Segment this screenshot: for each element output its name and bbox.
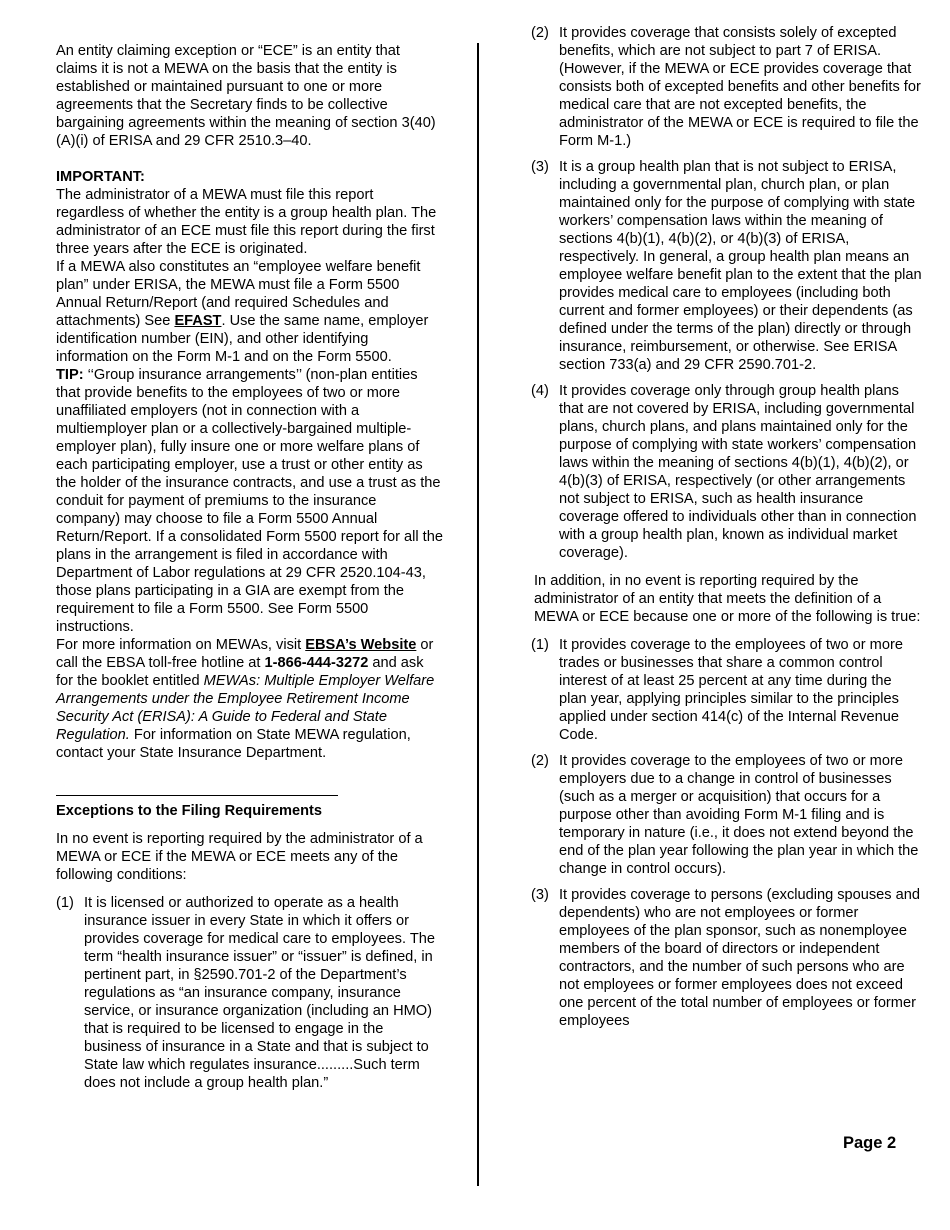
- list-item: [531, 886, 923, 1030]
- list-item-text: It provides coverage to the employees of two or more trades or businesses that share a common control interest of at least 25 percent at any time during the plan year, applying principles similar to the principles applied under section 414(c) of the Internal Revenue Code.: [559, 637, 903, 743]
- list-item-number: (2): [531, 753, 549, 769]
- more-info-paragraph: [56, 636, 444, 762]
- more-info-text-c: and ask for the booklet entitled: [56, 655, 424, 689]
- left-column: [56, 42, 444, 1100]
- page-number: Page 2: [843, 1134, 897, 1152]
- ebsa-website-link[interactable]: EBSA’s Website: [305, 637, 417, 653]
- form-5500-text-b: . Use the same name, employer identification number (EIN), and other identifying information on the Form M-1 and on the Form 5500.: [56, 313, 429, 365]
- more-info-text-d: For information on State MEWA regulation, contact your State Insurance Department.: [56, 727, 411, 761]
- exceptions-list-right: [531, 24, 923, 562]
- form-5500-text-a: If a MEWA also constitutes an “employee welfare benefit plan” under ERISA, the MEWA must file a Form 5500 Annual Return/Report (and required Schedules and attachments) See: [56, 259, 421, 329]
- exceptions-intro: In no event is reporting required by the administrator of a MEWA or ECE if the MEWA or ECE meets any of the following conditions:: [56, 831, 423, 883]
- list-item-text: It provides coverage that consists solely of excepted benefits, which are not subject to part 7 of ERISA. (However, if the MEWA or ECE provides coverage that consists both of excepted benefits and other benefits for medical care that are not excepted benefits, the administrator of the MEWA or ECE is required to file the Form M-1.): [559, 25, 921, 149]
- list-item-text: It is a group health plan that is not subject to ERISA, including a governmental plan, church plan, or plan maintained only for the purpose of complying with state workers’ compensation laws within the meaning of sections 4(b)(1), 4(b)(2), or 4(b)(3) of ERISA, respectively. In general, a group health plan means an employee welfare benefit plan to the extent that the plan provides medical care to employees (including both current and former employees) or their dependents (as defined under the terms of the plan) directly or through insurance, reimbursement, or otherwise. See ERISA section 733(a) and 29 CFR 2590.701-2.: [559, 159, 922, 373]
- addition-intro: In addition, in no event is reporting required by the administrator of an entity that meets the definition of a MEWA or ECE because one or more of the following is true:: [534, 573, 921, 625]
- list-item: [56, 894, 444, 1092]
- list-item-number: (2): [531, 25, 549, 41]
- more-info-text-b: or call the EBSA toll-free hotline at: [56, 637, 434, 671]
- list-item: [531, 24, 923, 150]
- list-item: [531, 382, 923, 562]
- section-rule: [56, 795, 338, 796]
- list-item-number: (3): [531, 887, 549, 903]
- exceptions-list-left: [56, 894, 444, 1092]
- list-item: [531, 158, 923, 374]
- tip-text: ‘‘Group insurance arrangements’’ (non-plan entities that provide benefits to the employees of two or more unaffiliated employers (not in connection with a multiemployer plan or a collectively-bargained multiple-employer plan), fully insure one or more welfare plans of each participating employer, use a trust or other entity as the holder of the insurance contracts, and use a trust as the conduit for payment of premiums to the insurance company) may choose to file a Form 5500 Annual Return/Report. If a consolidated Form 5500 report for all the plans in the arrangement is filed in accordance with Department of Labor regulations at 29 CFR 2520.104-43, those plans participating in a GIA are exempt from the requirement to file a Form 5500. See Form 5500 instructions.: [56, 367, 443, 635]
- list-item: [531, 636, 923, 744]
- efast-link[interactable]: EFAST: [174, 313, 222, 329]
- right-column: [531, 24, 923, 1038]
- list-item-text: It is licensed or authorized to operate as a health insurance issuer in every State in which it offers or provides coverage for medical care to employees. The term “health insurance issuer” or “issuer” is defined, in pertinent part, in §2590.701-2 of the Department’s regulations as “an insurance company, insurance service, or insurance organization (including an HMO) that is required to be licensed to engage in the business of insurance in a State and that is subject to State law which regulates insurance.........Such term does not include a group health plan.”: [84, 895, 435, 1091]
- list-item-text: It provides coverage only through group health plans that are not covered by ERISA, including governmental plans, church plans, and plans maintained only for the purpose of complying with state workers’ compensation laws within the meaning of sections 4(b)(1), 4(b)(2), or 4(b)(3) of ERISA, respectively (or other arrangements not subject to ERISA, such as health insurance coverage offered to individuals other than in connection with a group health plan, known as individual market coverage).: [559, 383, 917, 561]
- booklet-title: MEWAs: Multiple Employer Welfare Arrangements under the Employee Retirement Income Security Act (ERISA): A Guide to Federal and State Regulation.: [56, 673, 435, 743]
- list-item: [531, 752, 923, 878]
- list-item-number: (1): [56, 895, 74, 911]
- ece-definition: An entity claiming exception or “ECE” is an entity that claims it is not a MEWA on the basis that the entity is established or maintained pursuant to one or more agreements that the Secretary finds to be collective bargaining agreements within the meaning of section 3(40)(A)(i) of ERISA and 29 CFR 2510.3–40.: [56, 43, 436, 149]
- more-info-text-a: For more information on MEWAs, visit: [56, 637, 306, 653]
- important-label: IMPORTANT:: [56, 169, 145, 185]
- hotline-number: 1-866-444-3272: [264, 655, 369, 671]
- list-item-number: (4): [531, 383, 549, 399]
- important-paragraph: The administrator of a MEWA must file this report regardless of whether the entity is a group health plan. The administrator of an ECE must file this report during the first three years after the ECE is originated.: [56, 187, 437, 257]
- additional-exceptions-list: [531, 636, 923, 1030]
- tip-paragraph: [56, 366, 444, 636]
- tip-label: TIP:: [56, 367, 84, 383]
- form-5500-paragraph: [56, 258, 444, 366]
- list-item-text: It provides coverage to persons (excluding spouses and dependents) who are not employees or former employees of the plan sponsor, such as nonemployee members of the board of directors or independent contractors, and the number of such persons who are not employees or former employees does not exceed one percent of the total number of employees or former employees: [559, 887, 921, 1029]
- list-item-text: It provides coverage to the employees of two or more employers due to a change in control of businesses (such as a merger or acquisition) that occurs for a purpose other than avoiding Form M-1 filing and is temporary in nature (i.e., it does not extend beyond the end of the plan year following the plan year in which the change in control occurs).: [559, 753, 919, 877]
- list-item-number: (3): [531, 159, 549, 175]
- list-item-number: (1): [531, 637, 549, 653]
- exceptions-title: Exceptions to the Filing Requirements: [56, 803, 322, 819]
- column-divider: [477, 43, 479, 1186]
